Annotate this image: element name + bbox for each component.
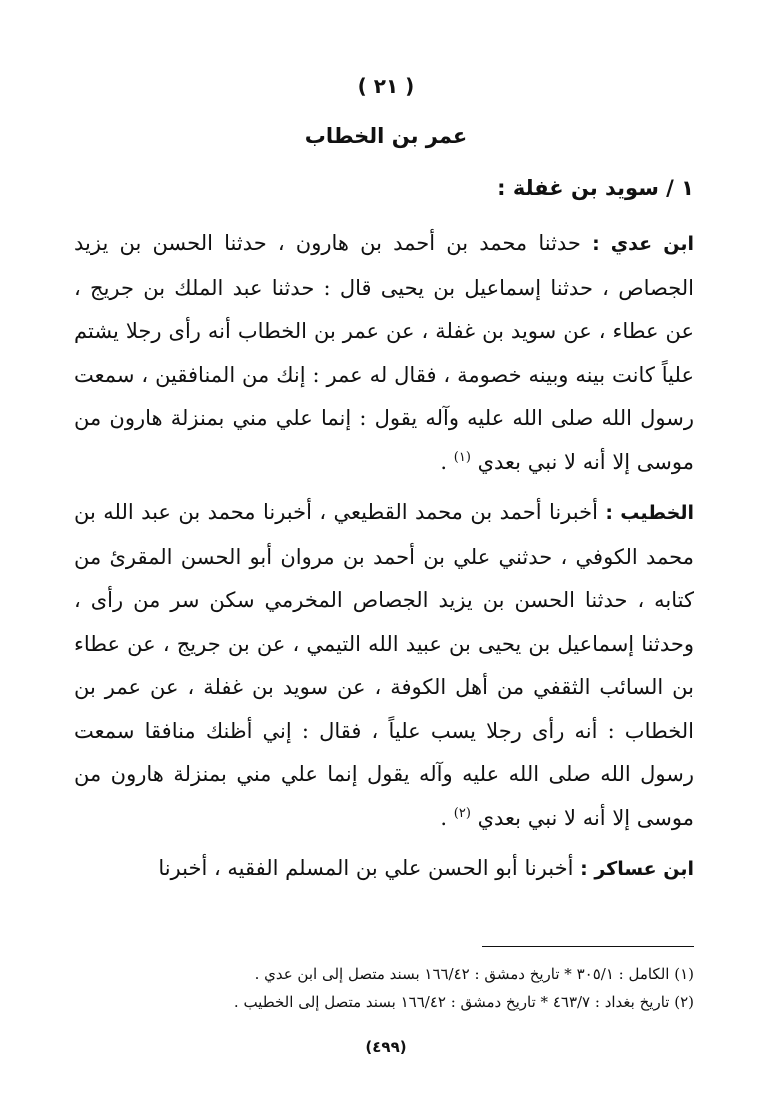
source-label: ابن عساكر : <box>580 858 694 880</box>
footnote-ref: (١) <box>453 449 471 465</box>
page-number: (٤٩٩) <box>365 1038 407 1056</box>
body-text <box>74 222 694 899</box>
footnote-divider <box>482 946 694 947</box>
paragraph-ibn-adi <box>74 222 694 484</box>
footnotes <box>74 960 694 1016</box>
paragraph-khatib <box>74 491 694 840</box>
source-label: الخطيب : <box>605 502 694 524</box>
paragraph-end: . <box>440 449 454 474</box>
paragraph-text: أخبرنا أحمد بن محمد القطيعي ، أخبرنا محمد بن عبد الله بن محمد الكوفي ، حدثني علي بن أحمد بن مروان أبو الحسن المقرئ من كتابه ، حدثنا الحسن بن يزيد الجصاص المخرمي سكن سر من رأى ، وحدثنا إسماعيل بن يحيى بن عبيد الله التيمي ، عن بن جريج ، عن عطاء بن السائب الثقفي من أهل الكوفة ، عن سويد بن غفلة ، عن عمر بن الخطاب : أنه رأى رجلا يسب علياً ، فقال : إني أظنك منافقا سمعت رسول الله صلى الله عليه وآله يقول إنما علي مني بمنزلة هارون من موسى إلا أنه لا نبي بعدي <box>74 500 694 830</box>
footnote-item: (٢) تاريخ بغداد : ٤٦٣/٧ * تاريخ دمشق : ١٦٦/٤٢ بسند متصل إلى الخطيب . <box>233 993 694 1011</box>
paragraph-end: . <box>440 805 454 830</box>
source-label: ابن عدي : <box>592 233 694 255</box>
footnote-ref: (٢) <box>453 805 471 821</box>
paragraph-text: حدثنا محمد بن أحمد بن هارون ، حدثنا الحسن بن يزيد الجصاص ، حدثنا إسماعيل بن يحيى قال : حدثنا عبد الملك بن جريج ، عن عطاء ، عن سويد بن غفلة ، عن عمر بن الخطاب أنه رأى رجلا يشتم علياً كانت بينه وبينه خصومة ، فقال له عمر : إنك من المنافقين ، سمعت رسول الله صلى الله عليه وآله يقول : إنما علي مني بمنزلة هارون من موسى إلا أنه لا نبي بعدي <box>74 231 694 474</box>
paragraph-text: أخبرنا أبو الحسن علي بن المسلم الفقيه ، أخبرنا <box>158 856 581 880</box>
narrator-heading: ١ / سويد بن غفلة : <box>497 176 694 200</box>
footnote-item: (١) الكامل : ٣٠٥/١ * تاريخ دمشق : ١٦٦/٤٢ بسند متصل إلى ابن عدي . <box>254 965 694 983</box>
paragraph-ibn-asakir <box>74 847 694 892</box>
section-number: ( ٢١ ) <box>357 74 415 98</box>
section-title: عمر بن الخطاب <box>304 124 468 148</box>
